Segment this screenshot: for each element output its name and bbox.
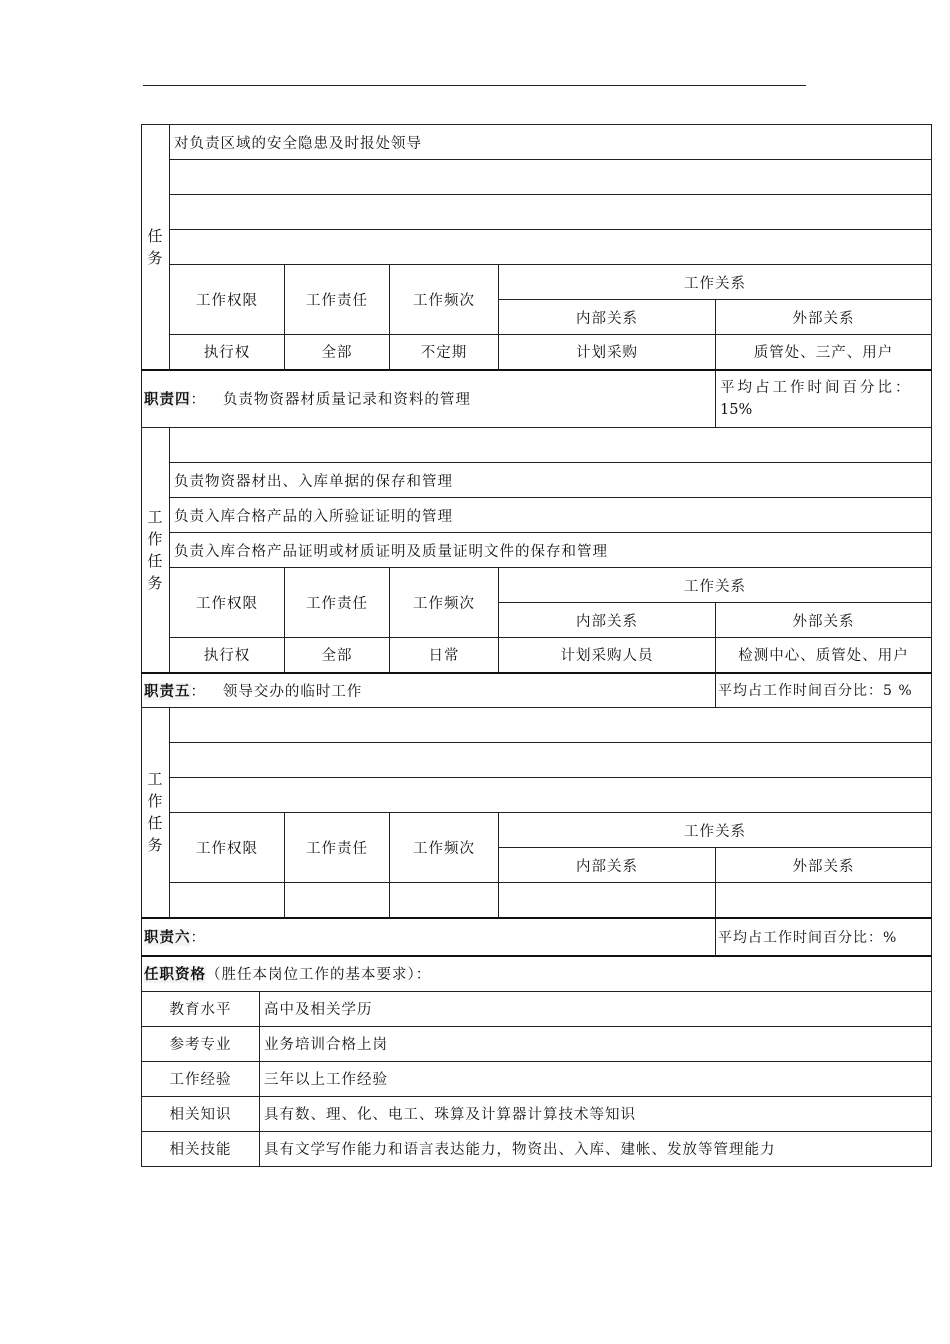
qualification-row xyxy=(142,1096,932,1131)
internal-header: 内部关系 xyxy=(499,603,716,638)
qualification-row xyxy=(142,1026,932,1061)
header-rule xyxy=(143,85,806,86)
relations-header-row xyxy=(142,265,932,300)
task-line-text: 对负责区域的安全隐患及时报处领导 xyxy=(170,125,932,160)
duty-four-desc: 负责物资器材质量记录和资料的管理 xyxy=(222,392,471,409)
qualification-heading xyxy=(142,956,932,991)
duty-six-label: 职责六 xyxy=(144,929,191,947)
responsibility-header: 工作责任 xyxy=(285,813,390,883)
external-value: 质管处、三产、用户 xyxy=(716,335,932,370)
external-value: 检测中心、质管处、用户 xyxy=(716,638,932,673)
qualification-title: 任职资格 xyxy=(144,966,206,984)
task-line-text xyxy=(170,708,932,743)
duty-four-heading: 职责四： 负责物资器材质量记录和资料的管理 xyxy=(142,370,716,428)
task-line-text xyxy=(170,743,932,778)
duty-six-percent: 平均占工作时间百分比：% xyxy=(716,918,932,956)
authority-value: 执行权 xyxy=(170,638,285,673)
duty-six-heading: 职责六： xyxy=(142,918,716,956)
qualification-value: 具有数、理、化、电工、珠算及计算器计算技术等知识 xyxy=(260,1096,932,1131)
duty-six-header-row xyxy=(142,918,932,956)
external-header: 外部关系 xyxy=(716,848,932,883)
internal-value xyxy=(499,883,716,918)
relations-header-row xyxy=(142,568,932,603)
duty-five-header-row xyxy=(142,673,932,708)
qualification-table xyxy=(141,955,932,1167)
task-line-text xyxy=(170,230,932,265)
relations-header: 工作关系 xyxy=(499,813,932,848)
responsibility-header: 工作责任 xyxy=(285,568,390,638)
responsibility-value: 全部 xyxy=(285,335,390,370)
internal-header: 内部关系 xyxy=(499,300,716,335)
qualification-value: 业务培训合格上岗 xyxy=(260,1026,932,1061)
duty-five-label: 职责五 xyxy=(144,682,191,700)
qualification-row xyxy=(142,1061,932,1096)
duty-five-heading: 职责五： 领导交办的临时工作 xyxy=(142,673,716,708)
duty-four-header-row xyxy=(142,370,932,428)
qualification-row xyxy=(142,1131,932,1166)
external-header: 外部关系 xyxy=(716,603,932,638)
duty-four-percent: 平均占工作时间百分比： 15% xyxy=(716,370,932,428)
task-line-text: 负责入库合格产品证明或材质证明及质量证明文件的保存和管理 xyxy=(170,533,932,568)
authority-header: 工作权限 xyxy=(170,568,285,638)
qualification-header-row xyxy=(142,956,932,991)
relations-value-row xyxy=(142,638,932,673)
duty-five-percent: 平均占工作时间百分比：5 % xyxy=(716,673,932,708)
qualification-row xyxy=(142,991,932,1026)
relations-value-row xyxy=(142,335,932,370)
duty-four-label: 职责四 xyxy=(144,391,191,409)
external-header: 外部关系 xyxy=(716,300,932,335)
task-side-label: 任 务 xyxy=(142,125,170,370)
frequency-header: 工作频次 xyxy=(390,265,499,335)
responsibility-value: 全部 xyxy=(285,638,390,673)
authority-header: 工作权限 xyxy=(170,265,285,335)
frequency-value xyxy=(390,883,499,918)
qualification-label: 参考专业 xyxy=(142,1026,260,1061)
qualification-value: 具有文学写作能力和语言表达能力，物资出、入库、建帐、发放等管理能力 xyxy=(260,1131,932,1166)
external-value xyxy=(716,883,932,918)
authority-header: 工作权限 xyxy=(170,813,285,883)
duty-four-side-label: 工 作 任 务 xyxy=(142,428,170,673)
authority-value xyxy=(170,883,285,918)
authority-value: 执行权 xyxy=(170,335,285,370)
task-line-text xyxy=(170,428,932,463)
task-line-text: 负责入库合格产品的入所验证证明的管理 xyxy=(170,498,932,533)
frequency-value: 不定期 xyxy=(390,335,499,370)
task-line-text xyxy=(170,195,932,230)
qualification-value: 三年以上工作经验 xyxy=(260,1061,932,1096)
duty-five-desc: 领导交办的临时工作 xyxy=(222,683,363,700)
relations-value-row xyxy=(142,883,932,918)
frequency-value: 日常 xyxy=(390,638,499,673)
qualification-value: 高中及相关学历 xyxy=(260,991,932,1026)
internal-value: 计划采购 xyxy=(499,335,716,370)
frequency-header: 工作频次 xyxy=(390,568,499,638)
duty-five-side-label: 工 作 任 务 xyxy=(142,708,170,918)
frequency-header: 工作频次 xyxy=(390,813,499,883)
task-line-text xyxy=(170,778,932,813)
qualification-subtitle: （胜任本岗位工作的基本要求）： xyxy=(206,967,432,984)
relations-header: 工作关系 xyxy=(499,265,932,300)
qualification-label: 工作经验 xyxy=(142,1061,260,1096)
job-description-document xyxy=(141,124,931,1167)
task-line-text xyxy=(170,160,932,195)
qualification-label: 教育水平 xyxy=(142,991,260,1026)
qualification-label: 相关技能 xyxy=(142,1131,260,1166)
responsibility-value xyxy=(285,883,390,918)
relations-header-row xyxy=(142,813,932,848)
duties-table xyxy=(141,124,932,956)
task-line xyxy=(142,125,932,160)
internal-value: 计划采购人员 xyxy=(499,638,716,673)
relations-header: 工作关系 xyxy=(499,568,932,603)
task-line-text: 负责物资器材出、入库单据的保存和管理 xyxy=(170,463,932,498)
internal-header: 内部关系 xyxy=(499,848,716,883)
qualification-label: 相关知识 xyxy=(142,1096,260,1131)
responsibility-header: 工作责任 xyxy=(285,265,390,335)
